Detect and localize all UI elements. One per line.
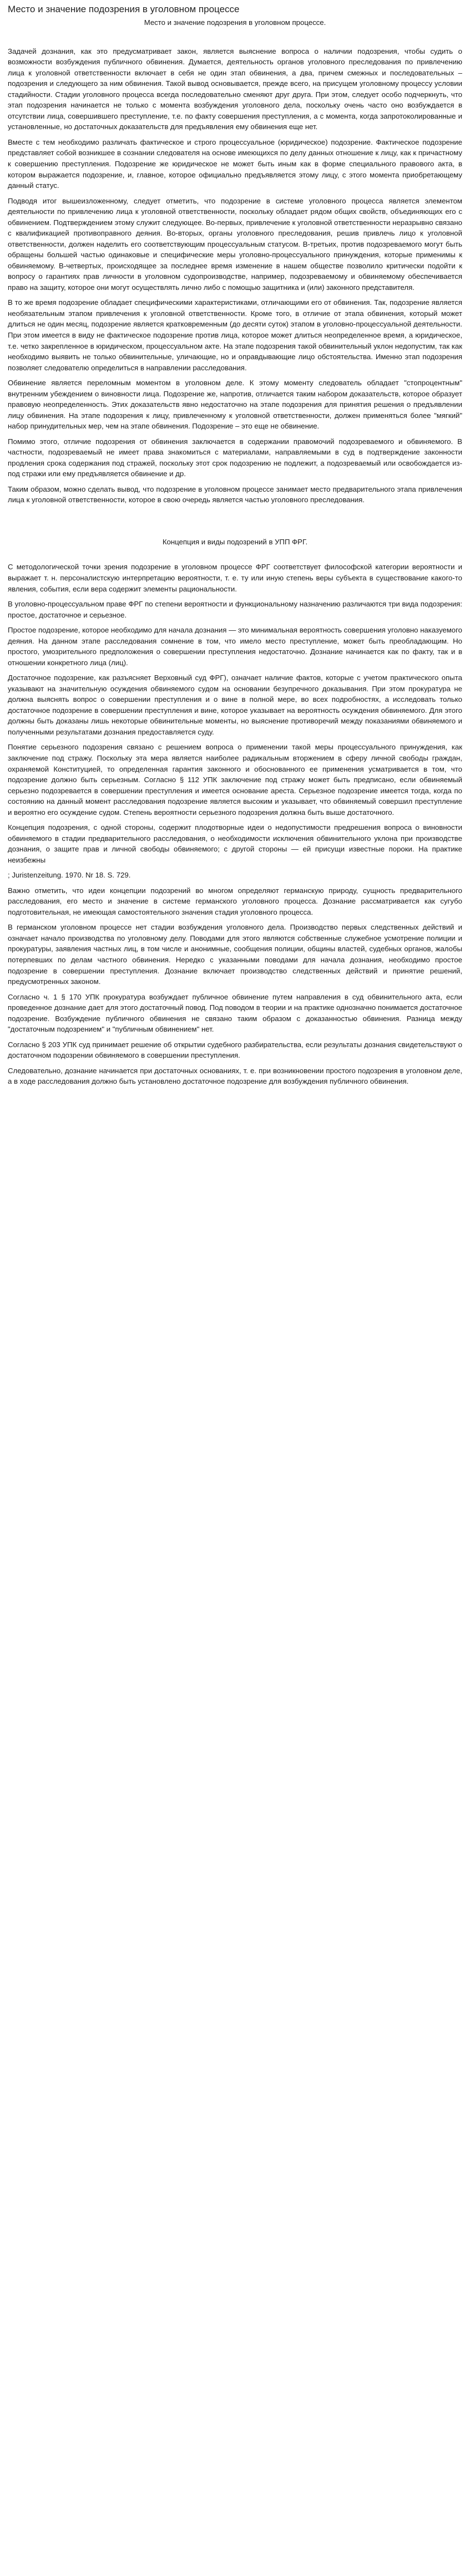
- paragraph: Таким образом, можно сделать вывод, что подозрение в уголовном процессе занимает место предварительного этапа привлечения лица к уголовной ответственности, которое в свою очередь является частью уголовного преследования.: [8, 484, 462, 504]
- paragraph: Обвинение является переломным моментом в уголовном деле. К этому моменту следователь обладает "стопроцентным" внутренним убеждением о виновности лица. Подозрение же, напротив, отличается таким набором доказательств, которое образует правовую неопределенность. Этих доказательств явно недостаточно на этапе подозрения для принятия решения о предъявлении лицу обвинения. На этапе подозрения к лицу, привлеченному к уголовной ответственности, должен применяться более "мягкий" набор принудительных мер, чем на этапе обвинения. Подозрение – это еще не обвинение.: [8, 379, 462, 431]
- section-one: [8, 46, 462, 506]
- paragraph: Согласно ч. 1 § 170 УПК прокуратура возбуждает публичное обвинение путем направления в суд обвинительного акта, если проведенное дознание дает для этого достаточный повод. Под поводом в теории и на практике однозначно понимается достаточное подозрение. Возбуждение публичного обвинения не связано таким образом с доказанностью обвинения. Разница между "достаточным подозрением" и "публичным обвинением" нет.: [8, 992, 462, 1034]
- section-two-heading: Концепция и виды подозрений в УПП ФРГ.: [162, 537, 308, 546]
- article-subtitle: Место и значение подозрения в уголовном процессе.: [144, 18, 326, 27]
- paragraph: В германском уголовном процессе нет стадии возбуждения уголовного дела. Производство первых следственных действий и означает начало производства по уголовному делу. Поводами для этого являются собственные служебное усмотрение полиции и прокуратуры, заявления частных лиц, в том числе и анонимные, сообщения полиции, общины властей, судебных органов, жалобы потерпевших по делам частного обвинения. Нередко с указанными поводами для начала дознания, необходимо простое подозрение в совершении преступления. Дознание включает производство следственных действий и принятие решений, предусмотренных законом.: [8, 923, 462, 986]
- paragraph: Концепция подозрения, с одной стороны, содержит плодотворные идеи о недопустимости предрешения вопроса о виновности обвиняемого в стадии предварительного расследования, о необходимости исключения обвинительного уклона при производстве дознания, о защите прав и личной свободы обвиняемого; с другой стороны — ей присущи известные пороки. На практике неизбежны: [8, 823, 462, 864]
- section-two: [8, 562, 462, 1086]
- paragraph: С методологической точки зрения подозрение в уголовном процессе ФРГ соответствует философской категории вероятности и выражает т. н. персоналистскую интерпретацию вероятности, т. е. ту или иную степень веры субъекта в существование какого-то явления, события, если вера содержит элементы рациональности.: [8, 563, 462, 593]
- paragraph: Простое подозрение, которое необходимо для начала дознания — это минимальная вероятность совершения уголовно наказуемого деяния. На данном этапе расследования сомнение в том, что имело место преступление, может быть преобладающим. Но простого, умозрительного предположения о совершении преступления недостаточно. Дознание начинается как по факту, так и в отношении конкретного лица (лиц).: [8, 626, 462, 667]
- paragraph: Следовательно, дознание начинается при достаточных основаниях, т. е. при возникновении простого подозрения в уголовном деле, а в ходе расследования должно быть установлено достаточное подозрение для возбуждения публичного обвинения.: [8, 1066, 462, 1086]
- page-title: Место и значение подозрения в уголовном процессе: [8, 4, 240, 14]
- paragraph: Важно отметить, что идеи концепции подозрений во многом определяют германскую природу, сущность предварительного расследования, его место и значение в системе германского уголовного процесса. Дознание рассматривается как сугубо подготовительная, не имеющая самостоятельного значения стадия уголовного процесса.: [8, 886, 462, 916]
- paragraph: Достаточное подозрение, как разъясняет Верховный суд ФРГ), означает наличие фактов, которые с учетом практического опыта указывают на значительную осуждения обвиняемого судом на основании безупречного доказывания. При этом прокуратура не должна выяснять вопрос о совершении преступления и о вине в полной мере, во всех подробностях, а исследовать только достаточное подозрение в совершении преступления и вине, которое указывает на вероятность осуждения обвиняемого. Для этого должны быть доказаны лишь некоторые обвинительные моменты, но выяснение противоречий между показаниями обвиняемого и полученными результатами дознания предоставляется суду.: [8, 674, 462, 736]
- paragraph: Согласно § 203 УПК суд принимает решение об открытии судебного разбирательства, если результаты дознания свидетельствуют о достаточном подозрении обвиняемого в совершении преступления.: [8, 1040, 462, 1060]
- paragraph: Помимо этого, отличие подозрения от обвинения заключается в содержании правомочий подозреваемого и обвиняемого. В частности, подозреваемый не имеет права знакомиться с материалами, направляемыми в суд в подтверждение законности продления срока содержания под стражей, поскольку этот срок подозрению не подлежит, а подозреваемый или освобождается из-под стражи или ему предъявляется обвинение и др.: [8, 437, 462, 478]
- paragraph: В уголовно-процессуальном праве ФРГ по степени вероятности и функциональному назначению различаются три вида подозрения: простое, достаточное и серьезное.: [8, 600, 462, 619]
- paragraph: Вместе с тем необходимо различать фактическое и строго процессуальное (юридическое) подозрение. Фактическое подозрение представляет собой возникшее в сознании следователя на основе имеющихся по делу данных отношение к лицу, как к причастному к совершению преступления. Подозрение же юридическое не может быть иным как в форме специального правового акта, в котором выражается подозрение, и, главное, которое официально предъявляется этому лицу, с этого момента приобретающему данный статус.: [8, 137, 462, 190]
- footnote: ; Juristenzeitung. 1970. Nr 18. S. 729.: [8, 871, 131, 880]
- paragraph: Подводя итог вышеизложенному, следует отметить, что подозрение в системе уголовного процесса является элементом деятельности по привлечению лица к уголовной ответственности, поскольку обладает рядом общих свойств, объединяющих его с обвинением. Подтверждением этому служит следующее. Во-первых, привлечение к уголовной ответственности неразрывно связано с квалификацией противоправного деяния. Во-вторых, органы уголовного преследования, решив привлечь лицо к уголовной ответственности, должен наделить его соответствующим процессуальным статусом. В-третьих, против подозреваемого могут быть обращены большей частью одинаковые и специфические меры уголовно-процессуального принуждения, которые применимы к обвиняемому. В-четвертых, происходящее за последнее время изменение в нашем обществе позволило критически подойти к вопросу о гарантиях прав личности в уголовном судопроизводстве, например, подозреваемому и обвиняемому обеспечивается право на защиту, которое они могут осуществлять лично либо с помощью защитника и (или) законного представителя.: [8, 196, 463, 292]
- article: [0, 0, 470, 1097]
- paragraph: В то же время подозрение обладает специфическими характеристиками, отличающими его от обвинения. Так, подозрение является необязательным этапом привлечения к уголовной ответственности. Кроме того, в отличие от этапа обвинения, который может длиться не один месяц, подозрение является кратковременным (до десяти суток) этапом в уголовно-процессуальной деятельности. При этом имеется в виду не фактическое подозрение против лица, которое может длиться неопределенное время, а юридическое, т.е. четко закрепленное в юридическом, процессуальном акте. На этапе подозрения такой обвинительный уклон недопустим, так как необходимо выявить не только обвинительные, уличающие, но и оправдывающие лицо обстоятельства. Именно этап подозрения позволяет следователю определиться в направлении расследования.: [8, 298, 462, 372]
- paragraph: Понятие серьезного подозрения связано с решением вопроса о применении такой меры процессуального принуждения, как заключение под стражу. Поскольку эта мера является наиболее радикальным вторжением в сферу личной свободы граждан, охраняемой Конституцией, то определенная гарантия законного и обоснованного ее применения усматривается в том, что подозрение должно быть серьезным. Согласно § 112 УПК заключение под стражу может быть предписано, если обвиняемый серьезно подозревается в совершении преступления и имеется основание ареста. Серьезное подозрение имеется тогда, когда по состоянию на данный момент расследования подозрение является высоким и указывает, что обвиняемый совершил преступление и вероятно его осуждение судом. Степень вероятности серьезного подозрения должна быть выше достаточного.: [8, 743, 462, 817]
- paragraph: Задачей дознания, как это предусматривает закон, является выяснение вопроса о наличии подозрения, чтобы судить о возможности возбуждения публичного обвинения. Думается, деятельность органов уголовного преследования по привлечению лица к уголовной ответственности включает в себя не один этап обвинения, а два, причем смежных и последовательных – подозрения и следующего за ним обвинения. Такой вывод основывается, прежде всего, на присущем уголовному процессу условии стадийности. Стадии уголовного процесса всегда последовательно сменяют друг друга. При этом, следует особо подчеркнуть, что этап подозрения начинается не только с момента возбуждения уголовного дела, поскольку очень часто оно возбуждается в отсутствии лица, совершившего преступление, т.е. по факту совершения преступления, а с момента, когда запротоколированные и установленные, но достаточных доказательств для предъявления ему обвинения еще нет.: [8, 47, 462, 131]
